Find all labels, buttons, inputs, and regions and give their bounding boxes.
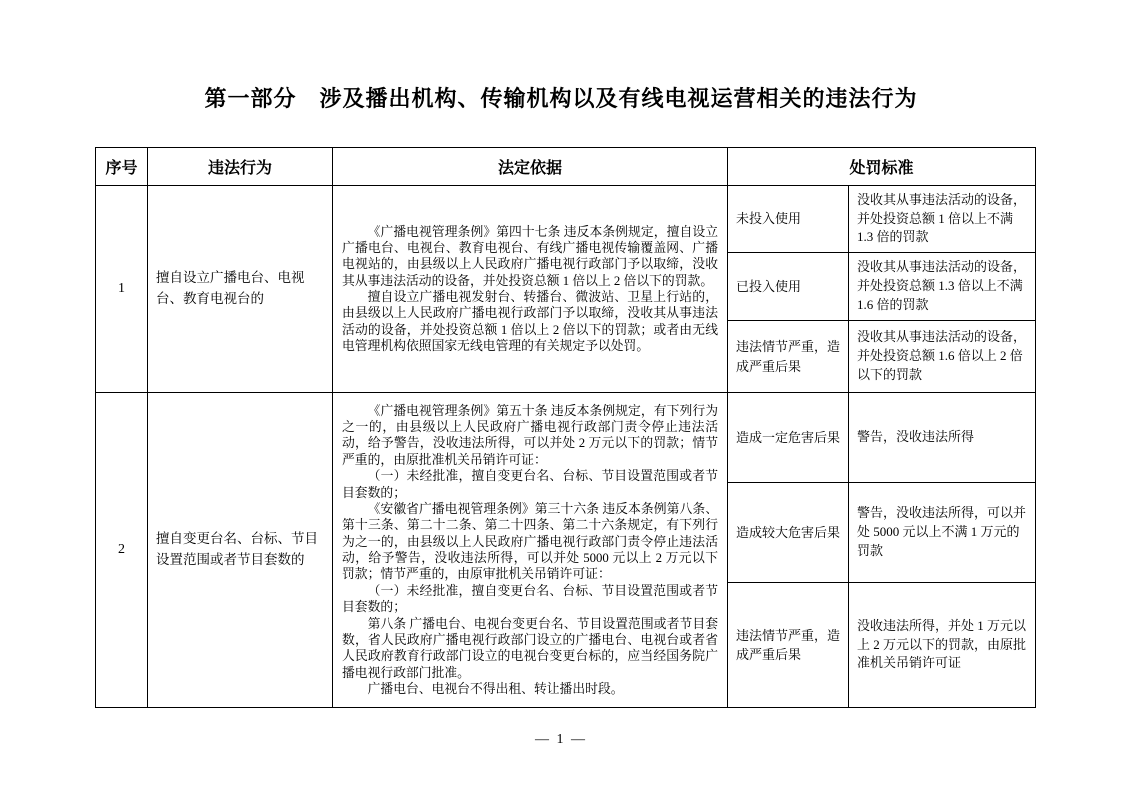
header-index: 序号	[96, 148, 148, 186]
row-1-penalty-3-condition: 违法情节严重，造成严重后果	[728, 321, 849, 393]
row-1-penalty-3-text: 没收其从事违法活动的设备，并处投资总额 1.6 倍以上 2 倍以下的罚款	[849, 321, 1036, 393]
row-1-violation: 擅自设立广播电台、电视台、教育电视台的	[148, 186, 333, 393]
row-2-violation: 擅自变更台名、台标、节目设置范围或者节目套数的	[148, 393, 333, 708]
row-2-legal-basis	[333, 393, 728, 708]
row-2-penalty-2-condition: 造成较大危害后果	[728, 483, 849, 583]
header-legal-basis: 法定依据	[333, 148, 728, 186]
row-1-legal-basis	[333, 186, 728, 393]
table-row	[96, 186, 1036, 253]
row-2-penalty-3-text: 没收违法所得，并处 1 万元以上 2 万元以下的罚款，由原批准机关吊销许可证	[849, 583, 1036, 708]
header-violation: 违法行为	[148, 148, 333, 186]
table-header-row	[96, 148, 1036, 186]
row-2-penalty-1-condition: 造成一定危害后果	[728, 393, 849, 483]
row-2-penalty-3-condition: 违法情节严重，造成严重后果	[728, 583, 849, 708]
legal-paragraph: 《安徽省广播电视管理条例》第三十六条 违反本条例第八条、第十三条、第二十二条、第二十四条、第二十六条规定，有下列行为之一的，由县级以上人民政府广播电视行政部门责令停止违法活动，给予警告，没收违法所得，可以并处 5000 元以上 2 万元以下罚款；情节严重的，由原审批机关吊销许可证：	[342, 501, 718, 582]
legal-paragraph: （一）未经批准，擅自变更台名、台标、节目设置范围或者节目套数的；	[342, 469, 718, 500]
legal-paragraph: （一）未经批准，擅自变更台名、台标、节目设置范围或者节目套数的；	[342, 583, 718, 615]
row-1-penalty-2-condition: 已投入使用	[728, 253, 849, 321]
row-1-penalty-1-text: 没收其从事违法活动的设备，并处投资总额 1 倍以上不满 1.3 倍的罚款	[849, 186, 1036, 253]
row-2-penalty-2-text: 警告，没收违法所得，可以并处 5000 元以上不满 1 万元的罚款	[849, 483, 1036, 583]
row-2-index: 2	[96, 393, 148, 708]
row-1-penalty-2-text: 没收其从事违法活动的设备，并处投资总额 1.3 倍以上不满 1.6 倍的罚款	[849, 253, 1036, 321]
legal-paragraph: 《广播电视管理条例》第四十七条 违反本条例规定，擅自设立广播电台、电视台、教育电视台、有线广播电视传输覆盖网、广播电视站的，由县级以上人民政府广播电视行政部门予以取缔，没收其从事违法活动的设备，并处投资总额 1 倍以上 2 倍以下的罚款。	[342, 224, 718, 288]
page-title: 第一部分 涉及播出机构、传输机构以及有线电视运营相关的违法行为	[204, 86, 918, 111]
legal-paragraph: 擅自设立广播电视发射台、转播台、微波站、卫星上行站的，由县级以上人民政府广播电视行政部门予以取缔，没收其从事违法活动的设备，并处投资总额 1 倍以上 2 倍以下的罚款；或者由无线电管理机构依照国家无线电管理的有关规定予以处罚。	[342, 290, 718, 354]
row-1-penalty-1-condition: 未投入使用	[728, 186, 849, 253]
header-penalty-standard: 处罚标准	[728, 148, 1036, 186]
row-2-penalty-1-text: 警告，没收违法所得	[849, 393, 1036, 483]
table-row	[96, 393, 1036, 483]
row-1-index: 1	[96, 186, 148, 393]
legal-paragraph: 《广播电视管理条例》第五十条 违反本条例规定，有下列行为之一的，由县级以上人民政府广播电视行政部门责令停止违法活动，给予警告，没收违法所得，可以并处 2 万元以下的罚款；情节严重的，由原批准机关吊销许可证：	[342, 403, 718, 467]
legal-paragraph: 广播电台、电视台不得出租、转让播出时段。	[367, 682, 624, 696]
page-number: — 1 —	[535, 732, 587, 747]
violations-table	[95, 147, 1036, 708]
legal-paragraph: 第八条 广播电台、电视台变更台名、节目设置范围或者节目套数，省人民政府广播电视行政部门设立的广播电台、电视台或者省人民政府教育行政部门设立的电视台变更台标的，应当经国务院广播电视行政部门批准。	[342, 616, 718, 680]
